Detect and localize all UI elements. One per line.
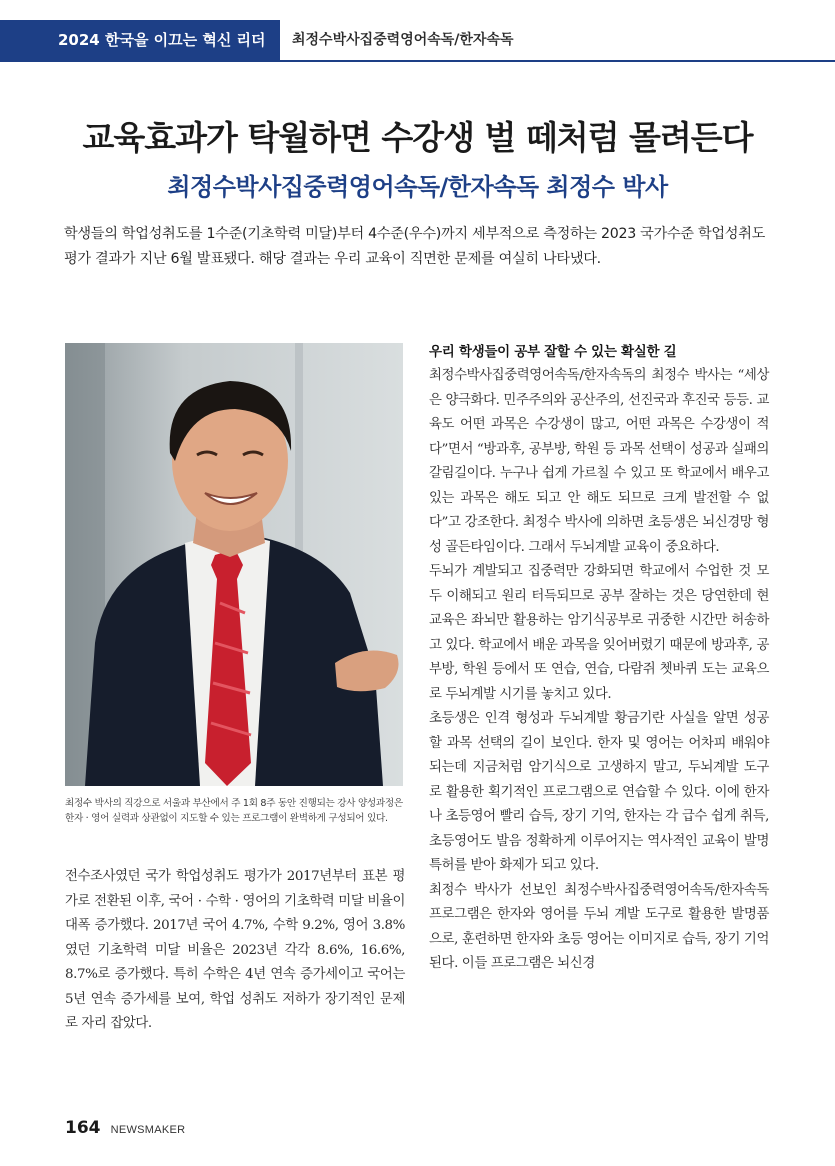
portrait-illustration (65, 343, 403, 786)
article-headline: 교육효과가 탁월하면 수강생 벌 떼처럼 몰려든다 (82, 118, 753, 157)
body-paragraph: 최정수 박사가 선보인 최정수박사집중력영어속독/한자속독 프로그램은 한자와 영어를 두뇌 계발 도구로 활용한 발명품으로, 훈련하면 한자와 초등 영어는 이미지로 습득, 장기 기억된다. 이들 프로그램은 뇌신경 (429, 882, 769, 971)
page-footer (65, 1118, 185, 1144)
article-subheadline: 최정수박사집중력영어속독/한자속독 최정수 박사 (167, 173, 668, 201)
page-number: 164 (65, 1118, 101, 1138)
body-paragraph: 두뇌가 계발되고 집중력만 강화되면 학교에서 수업한 것 모두 이해되고 원리 터득되므로 공부 잘하는 것은 당연한데 현 교육은 좌뇌만 활용하는 암기식공부로 귀중한 시간만 허송하고 있다. 학교에서 배운 과목을 잊어버렸기 때문에 방과후, 공부방, 학원 등에서 또 연습, 연습, 다람쥐 쳇바퀴 도는 교육으로 두뇌계발 시기를 놓치고 있다. (429, 564, 769, 702)
right-column (429, 340, 769, 977)
section-header (0, 20, 835, 62)
section-heading: 우리 학생들이 공부 잘할 수 있는 확실한 길 (429, 344, 677, 360)
photo-caption: 최정수 박사의 직강으로 서울과 부산에서 주 1회 8주 동안 진행되는 강사 양성과정은 한자 · 영어 실력과 상관없이 지도할 수 있는 프로그램이 완벽하게 구성되어 있다. (65, 798, 403, 824)
body-paragraph: 초등생은 인격 형성과 두뇌계발 황금기란 사실을 알면 성공할 과목 선택의 길이 보인다. 한자 및 영어는 어차피 배워야 되는데 지금처럼 암기식으로 고생하지 말고, 두뇌계발 도구로 활용한 획기적인 프로그램으로 연습할 수 있다. 이에 한자나 초등영어 빨리 습득, 장기 기억, 한자는 각 급수 쉽게 취득, 초등영어도 발음 정확하게 이루어지는 역사적인 교육이 발명특허를 받아 화제가 되고 있다. (429, 711, 769, 873)
section-tag: 2024 한국을 이끄는 혁신 리더 (0, 20, 280, 60)
body-paragraph: 최정수박사집중력영어속독/한자속독의 최정수 박사는 “세상은 양극화다. 민주주의와 공산주의, 선진국과 후진국 등등. 교육도 어떤 과목은 수강생이 많고, 어떤 과목은 수강생이 적다”면서 “방과후, 공부방, 학원 등 과목 선택이 성공과 실패의 갈림길이다. 누구나 쉽게 가르칠 수 있고 또 학교에서 배우고 있는 과목은 해도 되고 안 해도 되므로 크게 발전할 수 없다”고 강조한다. 최정수 박사에 의하면 초등생은 뇌신경망 형성 골든타임이다. 그래서 두뇌계발 교육이 중요하다. (429, 368, 769, 555)
left-column-body: 전수조사였던 국가 학업성취도 평가가 2017년부터 표본 평가로 전환된 이후, 국어 · 수학 · 영어의 기초학력 미달 비율이 대폭 증가했다. 2017년 국어 4.7%, 수학 9.2%, 영어 3.8%였던 기초학력 미달 비율은 2023년 각각 8.6%, 16.6%, 8.7%로 증가했다. 특히 수학은 4년 연속 증가세이고 국어는 5년 연속 증가세를 보여, 학업 성취도 저하가 장기적인 문제로 자리 잡았다. (65, 869, 405, 1031)
article-lead: 학생들의 학업성취도를 1수준(기초학력 미달)부터 4수준(우수)까지 세부적으로 측정하는 2023 국가수준 학업성취도 평가 결과가 지난 6월 발표됐다. 해당 결과는 우리 교육이 직면한 문제를 여실히 나타냈다. (64, 226, 766, 267)
portrait-photo (65, 343, 403, 786)
magazine-brand: NEWSMAKER (110, 1124, 186, 1136)
section-subtitle: 최정수박사집중력영어속독/한자속독 (292, 32, 514, 48)
